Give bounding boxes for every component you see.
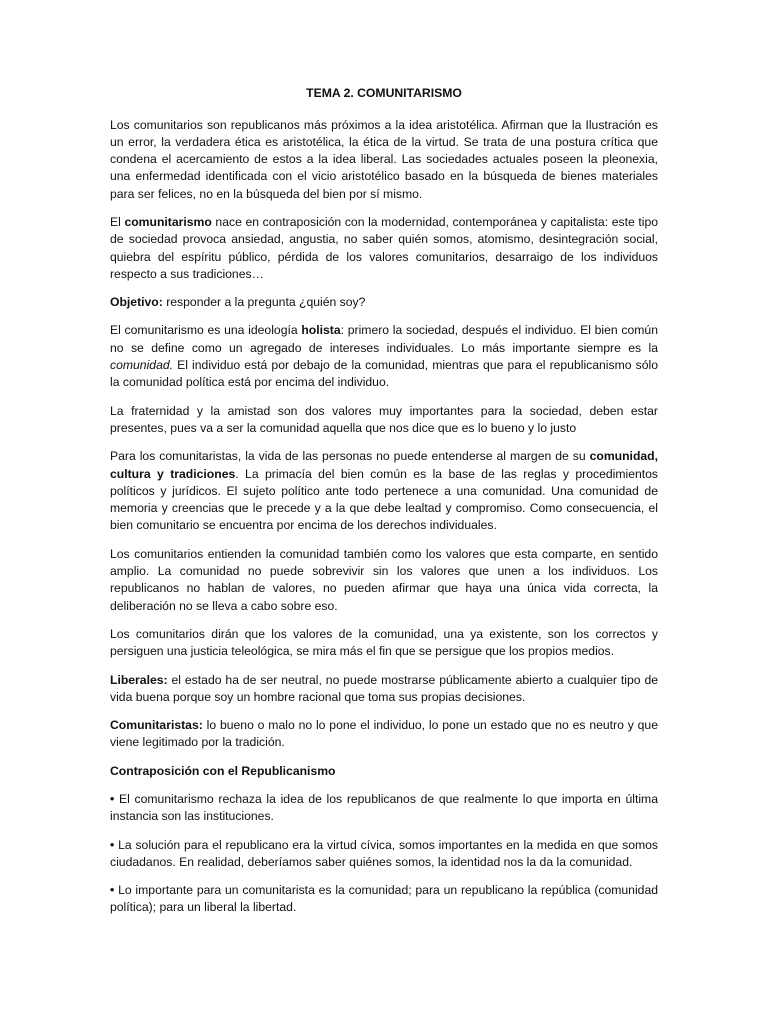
paragraph-6 [110, 448, 658, 534]
bullet-item-2: • La solución para el republicano era la virtud cívica, somos importantes en la medida en que somos ciudadanos. En realidad, deberíamos saber quiénes somos, la identidad nos la da la comunidad. [110, 837, 658, 872]
paragraph-1: Los comunitarios son republicanos más próximos a la idea aristotélica. Afirman que la Ilustración es un error, la verdadera ética es aristotélica, la ética de la virtud. Se trata de una postura crítica que condena el acercamiento de estos a la idea liberal. Las sociedades actuales poseen la pleonexia, una enfermedad identificada con el vicio aristotélico basado en la búsqueda de bienes materiales para ser felices, no en la búsqueda del bien por sí mismo. [110, 117, 658, 201]
paragraph-objective [110, 294, 658, 311]
paragraph-2-text-a: El [110, 214, 125, 229]
paragraph-7: Los comunitarios entienden la comunidad también como los valores que esta comparte, en sentido amplio. La comunidad no puede sobrevivir sin los valores que unen a los individuos. Los republicanos no hablan de valores, no pueden afirmar que haya una única vida correcta, la deliberación no se lleva a cabo sobre eso. [110, 546, 658, 613]
bullet-item-1: • El comunitarismo rechaza la idea de los republicanos de que realmente lo que importa en última instancia son las instituciones. [110, 791, 658, 826]
paragraph-4-italic-comunidad: comunidad. [110, 358, 174, 373]
document-title: TEMA 2. COMUNITARISMO [306, 86, 462, 100]
paragraph-6-text-c: . La primacía del bien común es la base de las reglas y procedimientos políticos y jurídicos. El sujeto político ante todo pertenece a una comunidad. Una comunidad de memoria y creencias que le precede y a la que debe lealtad y compromiso. Como consecuencia, el bien comunitario se encuentra por encima de los derechos individuales. [110, 466, 659, 533]
paragraph-comunitaristas [110, 717, 658, 752]
liberales-label: Liberales: [110, 672, 168, 687]
paragraph-6-text-a: Para los comunitaristas, la vida de las personas no puede entenderse al margen de su [110, 449, 590, 464]
bullet-item-3: • Lo importante para un comunitarista es la comunidad; para un republicano la república (comunidad política); para un liberal la libertad. [110, 882, 658, 917]
comunitaristas-text: lo bueno o malo no lo pone el individuo, lo pone un estado que no es neutro y que viene legitimado por la tradición. [110, 718, 658, 750]
paragraph-2-bold-term: comunitarismo [124, 214, 212, 229]
paragraph-5: La fraternidad y la amistad son dos valores muy importantes para la sociedad, deben estar presentes, pues va a ser la comunidad aquella que nos dice que es lo bueno y lo justo [110, 403, 658, 435]
section-heading: Contraposición con el Republicanismo [110, 763, 336, 778]
paragraph-2 [110, 214, 658, 283]
paragraph-8: Los comunitarios dirán que los valores de la comunidad, una ya existente, son los correctos y persiguen una justicia teleológica, se mira más el fin que se persigue que los propios medios. [110, 626, 658, 659]
paragraph-4 [110, 322, 658, 391]
paragraph-4-text-c: : primero la sociedad, después el individuo. El bien común no se define como un agregado de intereses individuales. Lo más importante siempre es la [110, 323, 658, 355]
paragraph-4-text-e: El individuo está por debajo de la comunidad, mientras que para el republicanismo sólo la comunidad política está por encima del individuo. [110, 358, 658, 390]
paragraph-4-bold-holista: holista [301, 323, 341, 338]
objective-text: responder a la pregunta ¿quién soy? [162, 295, 366, 310]
comunitaristas-label: Comunitaristas: [110, 718, 203, 733]
paragraph-6-bold-term: comunidad, cultura y tradiciones [110, 449, 658, 481]
paragraph-2-text-c: nace en contraposición con la modernidad, contemporánea y capitalista: este tipo de sociedad provoca ansiedad, angustia, no saber quién somos, atomismo, desintegración social, quiebra del espíritu público, pérdida de los valores comunitarios, desarraigo de los individuos respecto a sus tradiciones… [110, 214, 658, 281]
objective-label: Objetivo: [110, 295, 163, 310]
paragraph-4-text-a: El comunitarismo es una ideología [110, 323, 302, 338]
liberales-text: el estado ha de ser neutral, no puede mostrarse públicamente abierto a cualquier tipo de vida buena porque soy un hombre racional que toma sus propias decisiones. [110, 672, 658, 704]
paragraph-liberales [110, 672, 658, 707]
